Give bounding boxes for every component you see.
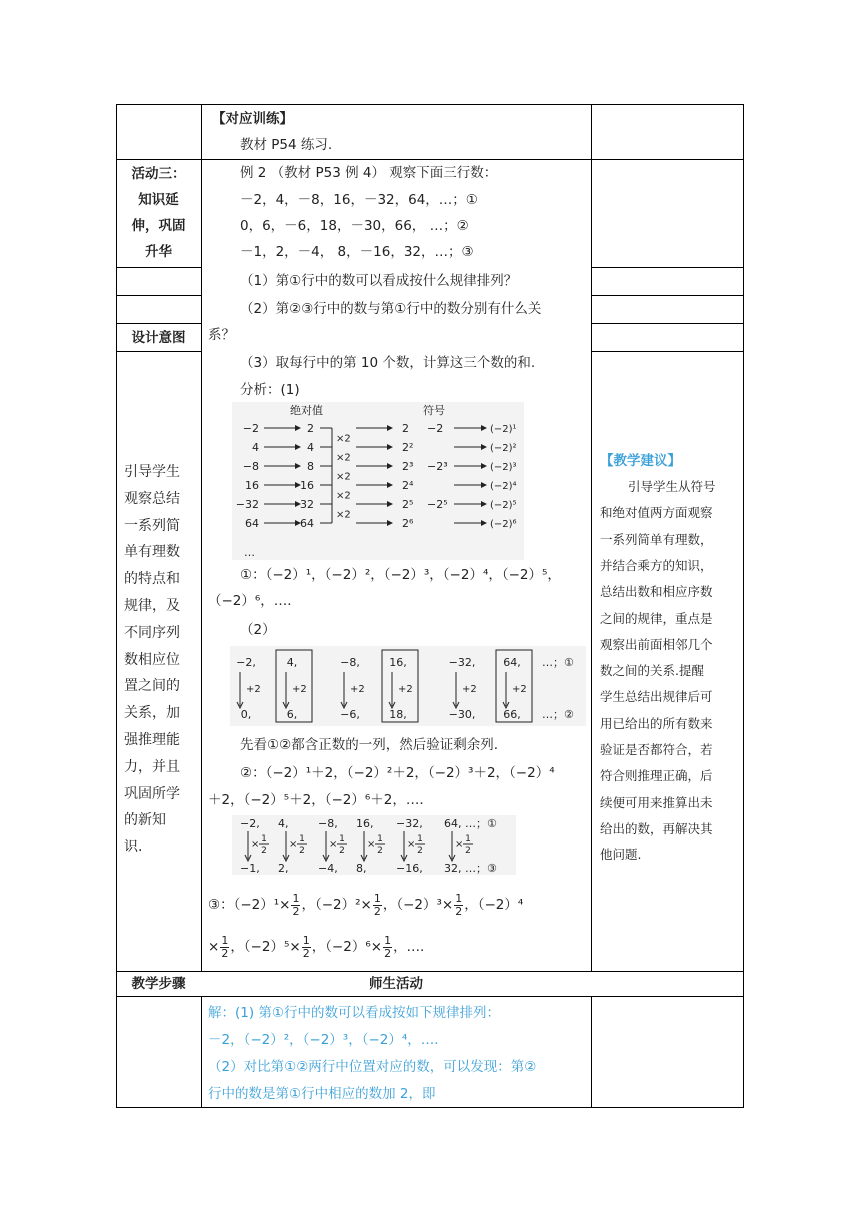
activity3-line: 活动三： [131, 166, 186, 182]
bottom-value: 8, [356, 862, 367, 875]
abs-value: 2 [307, 422, 314, 435]
top-value: 64, …；① [444, 817, 497, 830]
seq3-term: ，（−2）²× [301, 897, 372, 913]
seq3-term: ，（−2）³× [382, 897, 454, 913]
signed-power: (−2)⁴ [490, 481, 517, 492]
power-of-two: 2² [402, 441, 414, 454]
row-end-marker: …；② [542, 708, 574, 721]
half-fraction [291, 893, 300, 918]
activity3-line: 升华 [145, 244, 172, 260]
plus-two: +2 [292, 684, 307, 695]
half-num: 1 [339, 834, 345, 844]
times-sign: × [407, 839, 416, 850]
half-fraction [383, 935, 392, 960]
teaching-advice-line: 用已给出的所有数来 [600, 715, 713, 731]
abs-value: 8 [307, 460, 314, 473]
half-num: 1 [299, 834, 305, 844]
bottom-value: −30, [448, 708, 476, 721]
abs-value: 64 [300, 517, 314, 530]
half-den: 2 [465, 846, 471, 856]
times-sign: × [251, 839, 260, 850]
teaching-advice-line: 一系列简单有理数， [600, 531, 713, 547]
power-of-two: 2 [402, 422, 409, 435]
half-fraction [373, 893, 382, 918]
seq3-line2 [208, 932, 424, 962]
left-value: −32 [235, 498, 259, 511]
example-row2: 0，6，－6，18，－30，66， …；② [240, 218, 469, 234]
teaching-advice-line: 和绝对值两方面观察 [600, 505, 713, 521]
left-value: −8 [242, 460, 259, 473]
fraction-num: 1 [455, 891, 463, 905]
sign-value: −2⁵ [427, 498, 448, 511]
seq3-prefix: ③： [208, 897, 234, 913]
half-fraction [220, 935, 229, 960]
power-of-two: 2³ [402, 460, 414, 473]
half-num: 1 [261, 834, 267, 844]
signed-power: (−2)¹ [490, 424, 517, 435]
abs-sign-diagram [232, 402, 524, 560]
bottom-value: −4, [318, 862, 338, 875]
seq3-term: ，（−2）⁶× [311, 939, 383, 955]
top-value: 16, [389, 656, 407, 669]
fraction-den: 2 [384, 946, 392, 960]
design-intent-label: 设计意图 [131, 330, 186, 346]
top-value: 16, [356, 817, 374, 830]
teaching-advice-line: 引导学生从符号 [628, 479, 716, 494]
times-sign: × [455, 839, 464, 850]
sign-value: −2 [427, 422, 444, 435]
teaching-advice-line: 观察出前面相邻几个 [600, 636, 713, 652]
section-title: 【对应训练】 [212, 111, 293, 127]
teaching-advice-line: 他问题. [600, 847, 642, 863]
power-of-two: 2⁴ [402, 479, 414, 492]
teaching-advice-line: 数之间的关系.提醒 [600, 663, 704, 679]
example-row3: －1，2，－4， 8，－16，32，…；③ [240, 244, 474, 260]
design-intent-line: 观察总结 [124, 490, 180, 507]
teaching-advice-line: 之间的规律，重点是 [600, 610, 713, 626]
teaching-advice-line: 学生总结出规律后可 [600, 689, 713, 705]
times-two: ×2 [336, 452, 351, 464]
design-intent-line: 的新知 [124, 812, 166, 829]
top-value: 4, [278, 817, 289, 830]
question-3: （3）取每行中的第 10 个数，计算这三个数的和. [240, 355, 536, 371]
design-intent-line: 强推理能 [124, 732, 180, 748]
times-two: ×2 [336, 490, 351, 502]
times-two: ×2 [336, 471, 351, 483]
half-den: 2 [339, 846, 345, 856]
plus-two: +2 [462, 684, 477, 695]
half-num: 1 [465, 834, 471, 844]
top-value: −2, [240, 817, 260, 830]
half-fraction [454, 893, 463, 918]
seq1-line1 [240, 565, 561, 585]
plus-two: +2 [512, 684, 527, 695]
design-intent-line: 不同序列 [124, 624, 180, 641]
activity-header: 师生活动 [369, 976, 423, 992]
left-value: 64 [245, 517, 259, 530]
seq3-term: ，（−2）⁴ [464, 897, 524, 913]
half-diagram [232, 815, 516, 875]
question-2a: （2）第②③行中的数与第①行中的数分别有什么关 [240, 301, 542, 317]
question-1: （1）第①行中的数可以看成按什么规律排列？ [240, 273, 518, 289]
design-intent-line: 识. [124, 839, 143, 856]
top-value: 64, [503, 656, 521, 669]
answer-line4: 行中的数是第①行中相应的数加 2，即 [208, 1086, 436, 1102]
top-value: −32, [448, 656, 476, 669]
answer-line1: 解：(1) 第①行中的数可以看成按如下规律排列： [208, 1005, 501, 1021]
half-den: 2 [299, 846, 305, 856]
signed-power: (−2)⁶ [490, 519, 517, 530]
ellipsis: … [244, 546, 255, 559]
times-two: ×2 [336, 433, 351, 445]
design-intent-line: 规律，及 [124, 598, 180, 614]
fraction-num: 1 [302, 933, 310, 947]
top-value: −32, [396, 817, 423, 830]
times-sign: × [289, 839, 298, 850]
teaching-advice-line: 并结合乘方的知识， [600, 557, 713, 573]
answer-line2: －2，（−2）²，（−2）³，（−2）⁴，…. [208, 1032, 439, 1048]
plus-two: +2 [350, 684, 365, 695]
design-intent-line: 数相应位 [124, 651, 180, 668]
teaching-advice-line: 符合则推理正确，后 [600, 768, 713, 784]
row-end-marker: …；① [542, 656, 574, 669]
half-den: 2 [377, 846, 383, 856]
fraction-num: 1 [292, 891, 300, 905]
bottom-value: 18, [389, 708, 407, 721]
seq3-term: ，…. [393, 939, 425, 955]
bottom-value: 32, …；③ [444, 862, 497, 875]
plus-two: +2 [246, 684, 261, 695]
fraction-num: 1 [384, 933, 392, 947]
seq3-term: （−2）¹× [233, 897, 291, 913]
exercise-ref: 教材 P54 练习. [240, 137, 333, 153]
left-value: 16 [245, 479, 259, 492]
seq2-line1: ②：（−2）¹＋2，（−2）²＋2，（−2）³＋2，（−2）⁴ [240, 765, 555, 781]
question-2b: 系？ [208, 327, 235, 343]
bottom-value: 2, [278, 862, 289, 875]
part2-label: （2） [240, 622, 276, 638]
fraction-num: 1 [373, 891, 381, 905]
design-intent-line: 力，并且 [124, 758, 180, 775]
teaching-advice-line: 验证是否都符合，若 [600, 742, 713, 757]
analysis-label: 分析：(1) [240, 382, 300, 398]
teaching-advice-line: 给出的数，再解决其 [600, 820, 713, 836]
fraction-den: 2 [292, 904, 300, 918]
signed-power: (−2)² [490, 443, 517, 454]
teaching-advice-line: 续便可用来推算出未 [600, 794, 713, 810]
bottom-value: 0, [240, 708, 252, 721]
fraction-num: 1 [221, 933, 229, 947]
teaching-advice-line: 总结出数和相应序数 [600, 584, 713, 600]
design-intent-line: 单有理数 [124, 544, 180, 561]
example-row1: －2，4，－8，16，－32，64，…；① [240, 192, 478, 208]
seq3-term: ，（−2）⁵× [230, 939, 301, 955]
abs-value: 16 [300, 479, 314, 492]
top-value: 4, [286, 656, 298, 669]
seq3-term: × [208, 939, 220, 955]
bottom-value: −16, [396, 862, 423, 875]
design-intent-line: 引导学生 [124, 464, 180, 480]
verify-note: 先看①②都含正数的一列，然后验证剩余列. [240, 737, 498, 753]
power-of-two: 2⁵ [402, 498, 414, 511]
abs-value: 32 [300, 498, 314, 511]
design-intent-line: 关系，加 [124, 705, 180, 722]
bottom-value: 6, [286, 708, 298, 721]
times-sign: × [329, 839, 338, 850]
bottom-value: −6, [340, 708, 360, 721]
abs-value: 4 [307, 441, 314, 454]
seq1-line2: （−2）⁶，…. [208, 593, 292, 609]
sign-label: 符号 [423, 404, 445, 417]
left-value: −2 [242, 422, 259, 435]
signed-power: (−2)⁵ [490, 500, 517, 511]
fraction-den: 2 [221, 946, 229, 960]
top-value: −8, [340, 656, 360, 669]
design-intent-line: 巩固所学 [124, 785, 180, 802]
seq1-prefix: ①： [240, 567, 266, 583]
steps-header: 教学步骤 [131, 976, 186, 992]
half-den: 2 [261, 846, 267, 856]
fraction-den: 2 [455, 904, 463, 918]
times-sign: × [367, 839, 376, 850]
half-fraction [302, 935, 311, 960]
design-intent-line: 的特点和 [124, 571, 180, 588]
bottom-value: −1, [240, 862, 260, 875]
half-num: 1 [417, 834, 423, 844]
bottom-value: 66, [503, 708, 521, 721]
seq3-line1 [208, 890, 523, 920]
signed-power: (−2)³ [490, 462, 517, 473]
design-intent-line: 置之间的 [124, 678, 180, 695]
example-title: 例 2 （教材 P53 例 4） 观察下面三行数： [240, 165, 498, 181]
half-den: 2 [417, 846, 423, 856]
fraction-den: 2 [302, 946, 310, 960]
activity3-line: 知识延 [138, 192, 179, 208]
seq2-line2: ＋2，（−2）⁵＋2，（−2）⁶＋2，…. [208, 792, 424, 808]
left-value: 4 [252, 441, 259, 454]
seq1-terms: （−2）¹，（−2）²，（−2）³，（−2）⁴，（−2）⁵， [265, 567, 561, 583]
top-value: −8, [318, 817, 338, 830]
sign-value: −2³ [427, 460, 448, 473]
times-two: ×2 [336, 509, 351, 521]
teaching-advice-title: 【教学建议】 [600, 453, 681, 469]
abs-value-label: 绝对值 [290, 404, 323, 417]
top-value: −2, [236, 656, 256, 669]
plus-two-diagram [230, 646, 586, 726]
power-of-two: 2⁶ [402, 517, 414, 530]
design-intent-line: 一系列简 [124, 517, 180, 534]
half-num: 1 [377, 834, 383, 844]
activity3-line: 伸，巩固 [131, 218, 186, 234]
plus-two: +2 [398, 684, 413, 695]
fraction-den: 2 [373, 904, 381, 918]
answer-line3: （2）对比第①②两行中位置对应的数，可以发现：第② [208, 1059, 537, 1075]
